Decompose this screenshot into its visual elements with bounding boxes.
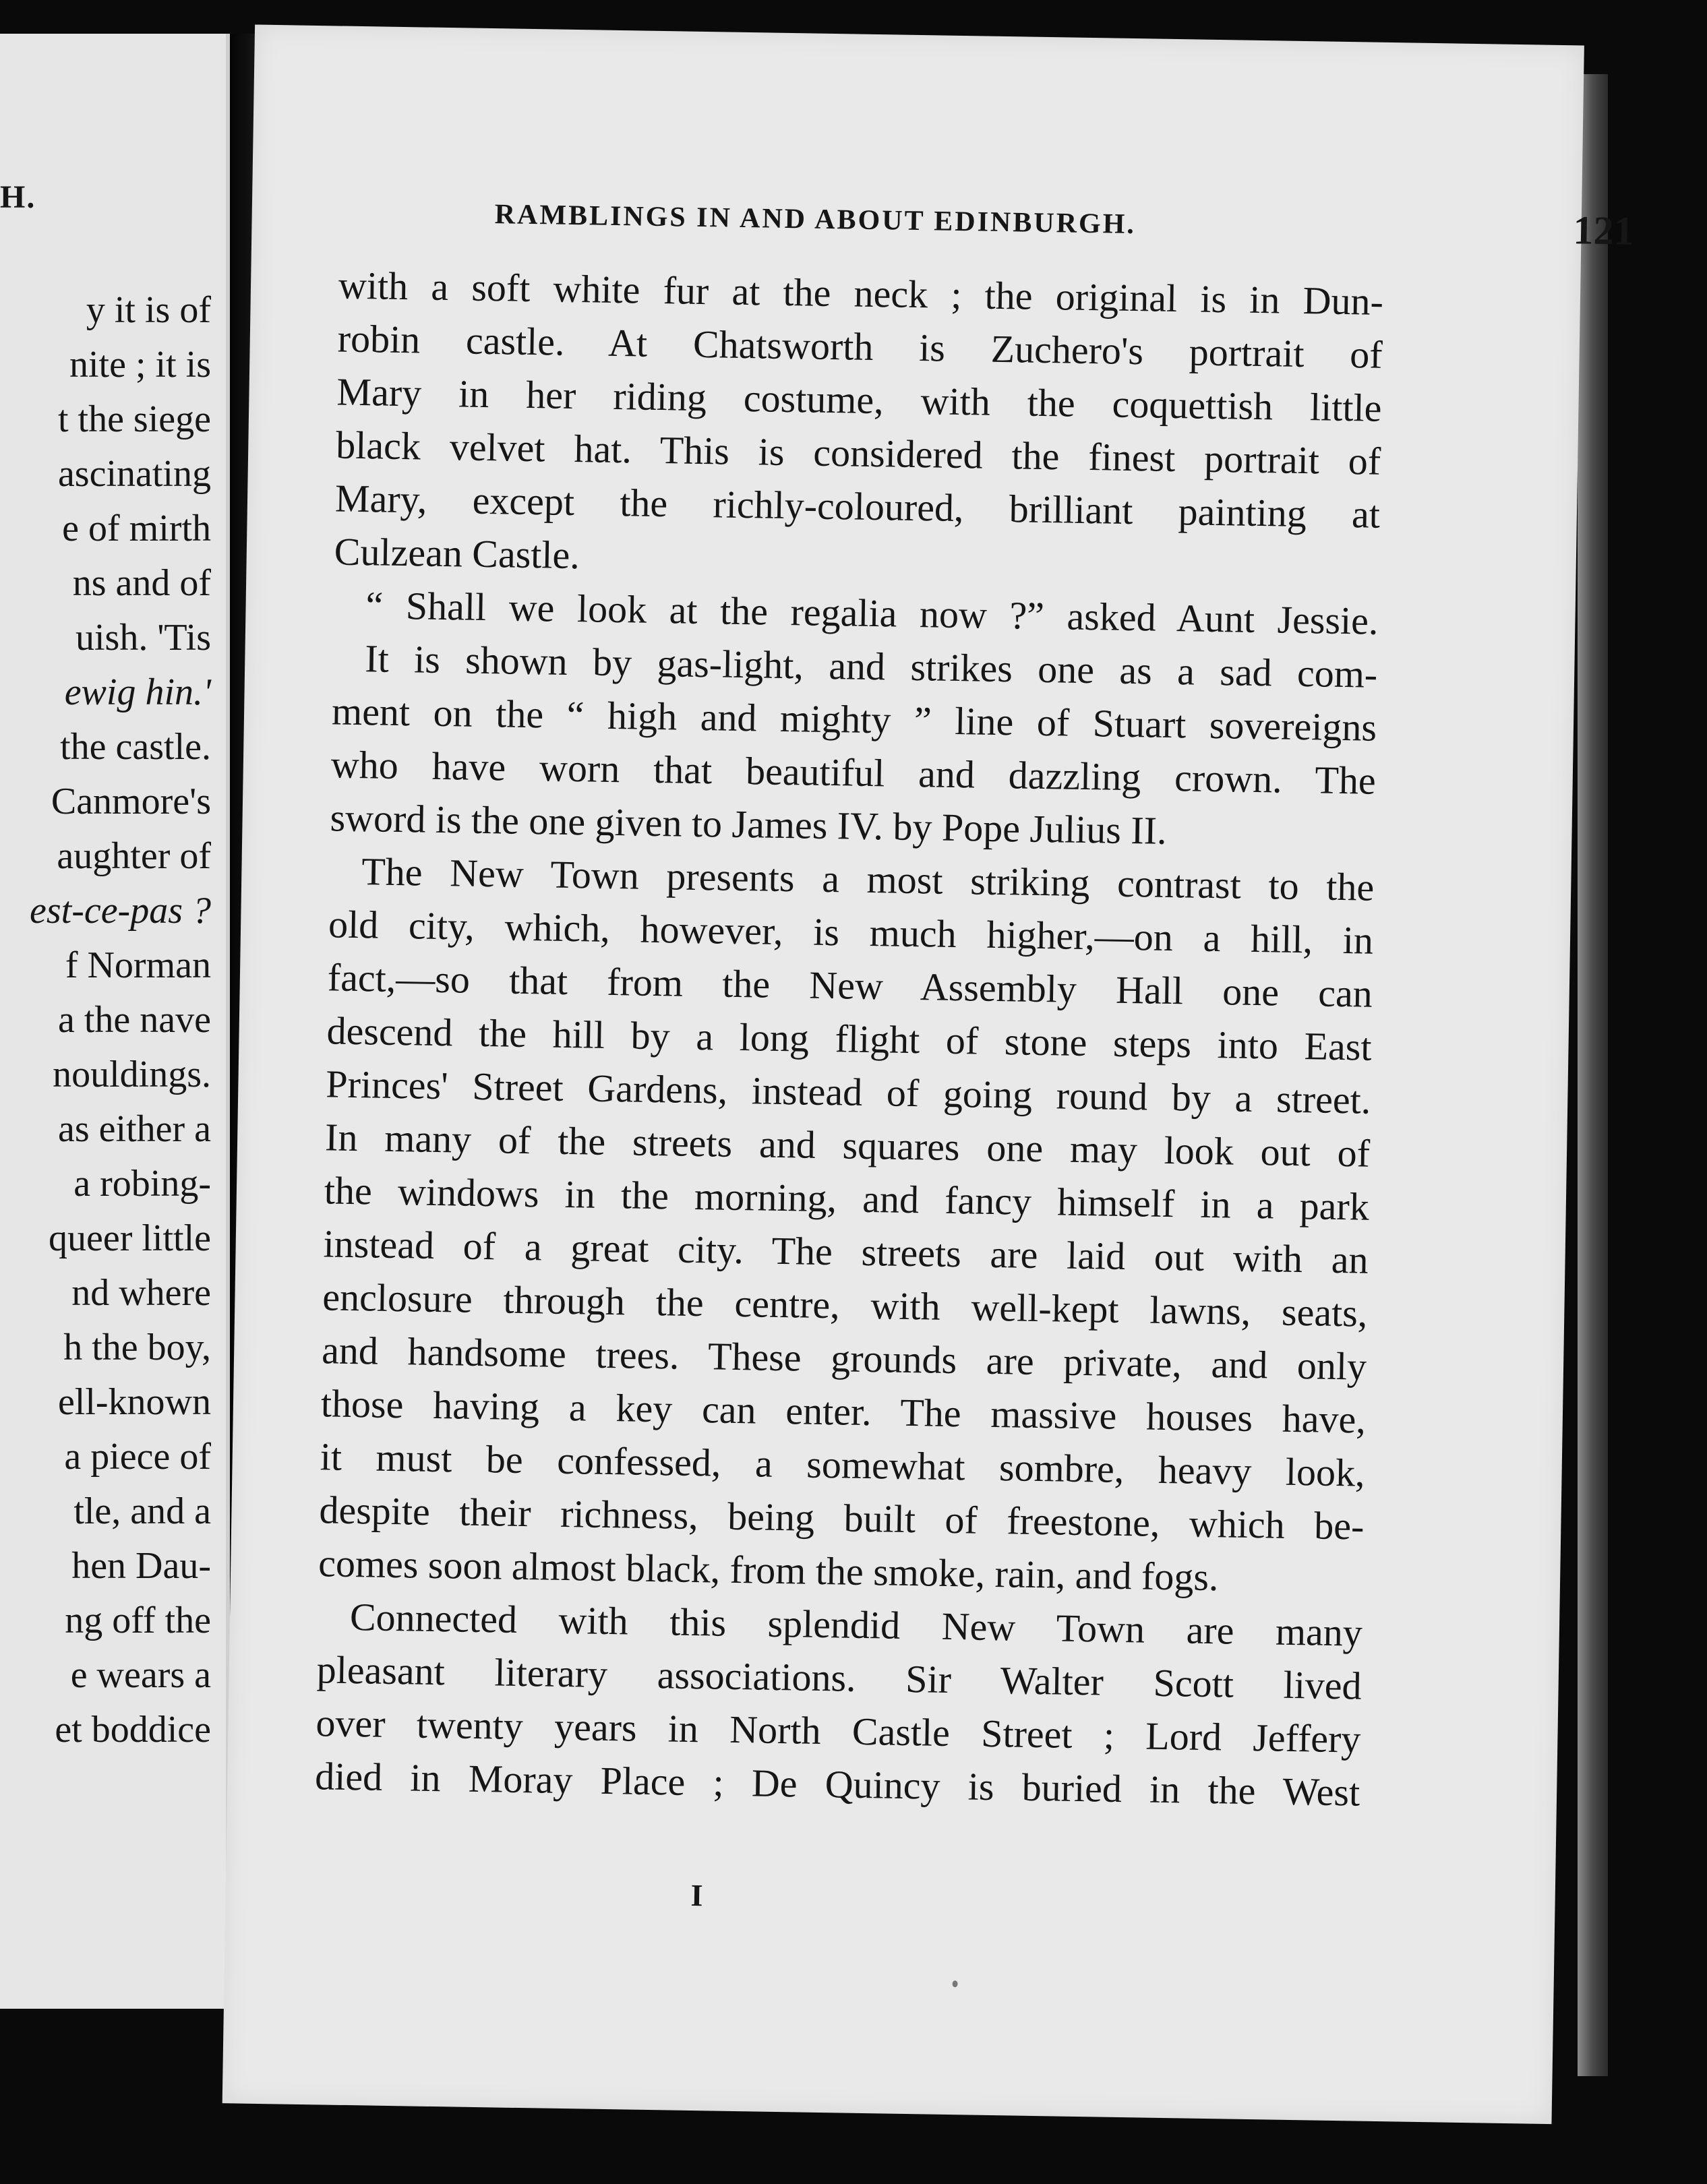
text-line: those having a key can enter. The massive houses have, — [320, 1381, 1367, 1442]
facing-page-line: y it is of — [86, 289, 211, 331]
facing-page-line: ns and of — [72, 562, 211, 604]
text-line: sword is the one given to James IV. by Pope Julius II. — [330, 795, 1168, 853]
page-edge-shadow — [1578, 74, 1608, 2076]
text-line: “ Shall we look at the regalia now ?” asked Aunt Jessie. — [365, 583, 1379, 643]
text-line: and handsome trees. These grounds are private, and only — [321, 1328, 1367, 1389]
text-line: black velvet hat. This is considered the finest portrait of — [335, 423, 1381, 483]
signature-mark: I — [690, 1878, 703, 1913]
book-page — [222, 25, 1635, 2125]
facing-page-line: ascinating — [57, 453, 211, 495]
facing-page-line: hen Dau- — [71, 1545, 211, 1587]
facing-page-line: ng off the — [65, 1600, 211, 1641]
text-line: the windows in the morning, and fancy himself in a park — [324, 1168, 1370, 1229]
text-line: Connected with this splendid New Town are many — [349, 1595, 1363, 1655]
text-line: It is shown by gas-light, and strikes one as a sad com- — [364, 636, 1378, 696]
paper-speck — [953, 1980, 958, 1987]
text-line: Mary, except the richly-coloured, brilliant painting at — [334, 476, 1381, 537]
text-line: died in Moray Place ; De Quincy is buried in the West — [314, 1754, 1360, 1815]
page-number: 121 — [1573, 208, 1635, 253]
facing-page-line: as either a — [58, 1108, 211, 1150]
facing-page-line: a piece of — [64, 1436, 211, 1478]
facing-page-line: ewig hin.' — [64, 671, 211, 713]
facing-page-line: h the boy, — [63, 1327, 211, 1368]
text-line: descend the hill by a long flight of stone steps into East — [326, 1008, 1373, 1069]
facing-page-line: ell-known — [57, 1381, 211, 1423]
page-body-text — [315, 259, 1384, 1819]
facing-page-line: Canmore's — [51, 781, 211, 822]
facing-page-running-head: H. — [0, 179, 36, 215]
facing-page-line: t the siege — [57, 398, 211, 440]
text-line: robin castle. At Chatsworth is Zuchero's portrait of — [337, 316, 1383, 377]
facing-page-line: e of mirth — [62, 508, 211, 549]
running-title: RAMBLINGS IN AND ABOUT EDINBURGH. — [494, 199, 1137, 241]
text-line: over twenty years in North Castle Street ; Lord Jeffery — [316, 1701, 1361, 1761]
facing-page-text — [30, 283, 211, 1757]
facing-page-line: the castle. — [60, 726, 211, 768]
facing-page-line: nd where — [71, 1272, 211, 1314]
text-line: fact,—so that from the New Assembly Hall one can — [327, 955, 1373, 1016]
facing-page-line: f Norman — [65, 944, 211, 986]
facing-page-line: est-ce-pas ? — [29, 890, 211, 932]
text-line: In many of the streets and squares one may look out of — [324, 1115, 1371, 1176]
text-line: old city, which, however, is much higher,—on a hill, in — [328, 902, 1374, 963]
text-line: pleasant literary associations. Sir Walter Scott lived — [316, 1647, 1362, 1708]
facing-page-line: nite ; it is — [69, 344, 211, 386]
text-line: it must be confessed, a somewhat sombre, heavy look, — [320, 1434, 1366, 1495]
text-line: enclosure through the centre, with well-kept lawns, seats, — [322, 1275, 1368, 1335]
facing-page-line: aughter of — [57, 835, 211, 877]
text-line: Culzean Castle. — [334, 529, 580, 578]
facing-page-line: et boddice — [55, 1709, 211, 1751]
text-line: with a soft white fur at the neck ; the original is in Dun- — [338, 263, 1384, 324]
text-line: who have worn that beautiful and dazzling crown. The — [330, 742, 1377, 803]
facing-page-fragment — [0, 34, 230, 2009]
facing-page-line: e wears a — [70, 1654, 211, 1696]
text-line: ment on the “ high and mighty ” line of Stuart sovereigns — [331, 689, 1377, 750]
facing-page-line: a robing- — [73, 1163, 211, 1205]
text-line: The New Town presents a most striking contrast to the — [361, 849, 1375, 909]
text-line: Mary in her riding costume, with the coquettish little — [336, 369, 1382, 430]
facing-page-line: tle, and a — [73, 1490, 211, 1532]
facing-page-line: uish. 'Tis — [75, 617, 211, 659]
text-line: comes soon almost black, from the smoke, rain, and fogs. — [318, 1541, 1219, 1600]
text-line: instead of a great city. The streets are laid out with an — [323, 1221, 1369, 1282]
facing-page-line: nouldings. — [53, 1054, 211, 1095]
text-line: Princes' Street Gardens, instead of going round by a street. — [325, 1062, 1371, 1122]
facing-page-line: a the nave — [58, 999, 211, 1041]
text-line: despite their richness, being built of freestone, which be- — [319, 1488, 1365, 1548]
page-header — [494, 190, 1634, 262]
facing-page-line: queer little — [48, 1217, 211, 1259]
